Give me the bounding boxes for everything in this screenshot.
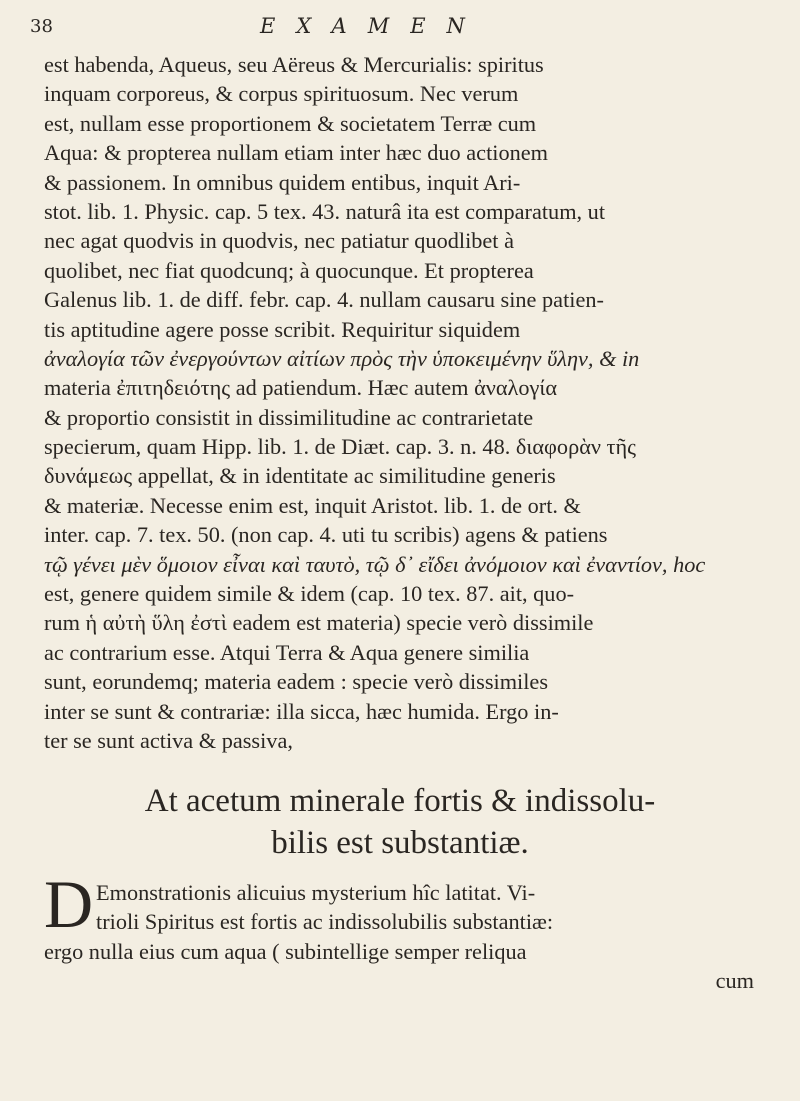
section-heading-line-2: bilis est substantiæ. bbox=[271, 825, 529, 861]
text-line: specierum, quam Hipp. lib. 1. de Diæt. cap. 3. n. 48. διαφορὰν τῆς bbox=[44, 434, 636, 460]
catchword: cum bbox=[715, 968, 754, 994]
text-line: & materiæ. Necesse enim est, inquit Aristot. lib. 1. de ort. & bbox=[44, 492, 581, 518]
text-line: inter se sunt & contrariæ: illa sicca, hæc humida. Ergo in- bbox=[44, 698, 559, 724]
text-line: est habenda, Aqueus, seu Aëreus & Mercurialis: spiritus bbox=[44, 52, 544, 77]
text-line: ergo nulla eius cum aqua ( subintellige semper reliqua bbox=[44, 938, 527, 964]
greek-line: ἀναλογία τῶν ἐνεργούντων αἰτίων πρὸς τὴν ὑποκειμένην ὕλην, & in bbox=[44, 345, 640, 371]
text-line: & passionem. In omnibus quidem entibus, inquit Ari- bbox=[44, 169, 521, 195]
page-header bbox=[30, 14, 770, 48]
text-line: nec agat quodvis in quodvis, nec patiatur quodlibet à bbox=[44, 228, 514, 254]
running-head: EXAMEN bbox=[260, 14, 486, 38]
text-line: Galenus lib. 1. de diff. febr. cap. 4. nullam causaru sine patien- bbox=[44, 287, 604, 313]
paragraph-2 bbox=[44, 878, 774, 996]
section-heading-line-1: At acetum minerale fortis & indissolu- bbox=[144, 783, 656, 819]
text-line: Aqua: & propterea nullam etiam inter hæc duo actionem bbox=[44, 140, 548, 166]
text-line: inter. cap. 7. tex. 50. (non cap. 4. uti tu scribis) agens & patiens bbox=[44, 522, 608, 548]
text-line: est, genere quidem simile & idem (cap. 10 tex. 87. ait, quo- bbox=[44, 581, 575, 607]
text-line: sunt, eorundemq; materia eadem : specie verò dissimiles bbox=[44, 669, 549, 695]
text-line: & proportio consistit in dissimilitudine ac contrarietate bbox=[44, 404, 534, 430]
text-line: est, nullam esse proportionem & societatem Terræ cum bbox=[44, 110, 537, 136]
text-line: ac contrarium esse. Atqui Terra & Aqua genere similia bbox=[44, 639, 530, 665]
text-line: Emonstrationis alicuius mysterium hîc latitat. Vi- bbox=[96, 880, 536, 905]
paragraph-1 bbox=[44, 50, 774, 755]
text-line: quolibet, nec fiat quodcunq; à quocunque. Et propterea bbox=[44, 257, 534, 283]
text-line: tis aptitudine agere posse scribit. Requiritur siquidem bbox=[44, 316, 521, 342]
text-line: stot. lib. 1. Physic. cap. 5 tex. 43. naturâ ita est comparatum, ut bbox=[44, 198, 606, 224]
text-line: trioli Spiritus est fortis ac indissolubilis substantiæ: bbox=[96, 909, 554, 935]
text-line: rum ἡ αὐτὴ ὕλη ἐστὶ eadem est materia) specie verò dissimile bbox=[44, 610, 594, 636]
text-line: inquam corporeus, & corpus spirituosum. Nec verum bbox=[44, 81, 519, 107]
drop-cap: D bbox=[44, 866, 94, 942]
text-line: materia ἐπιτηδειότης ad patiendum. Hæc autem ἀναλογία bbox=[44, 375, 558, 401]
text-line: ter se sunt activa & passiva, bbox=[44, 727, 293, 753]
page-number: 38 bbox=[30, 16, 53, 37]
greek-line: τῷ γένει μὲν ὅμοιον εἶναι καὶ ταυτὸ, τῷ δ᾽ εἴδει ἀνόμοιον καὶ ἐναντίον, hoc bbox=[44, 551, 706, 577]
text-line: δυνάμεως appellat, & in identitate ac similitudine generis bbox=[44, 463, 556, 489]
